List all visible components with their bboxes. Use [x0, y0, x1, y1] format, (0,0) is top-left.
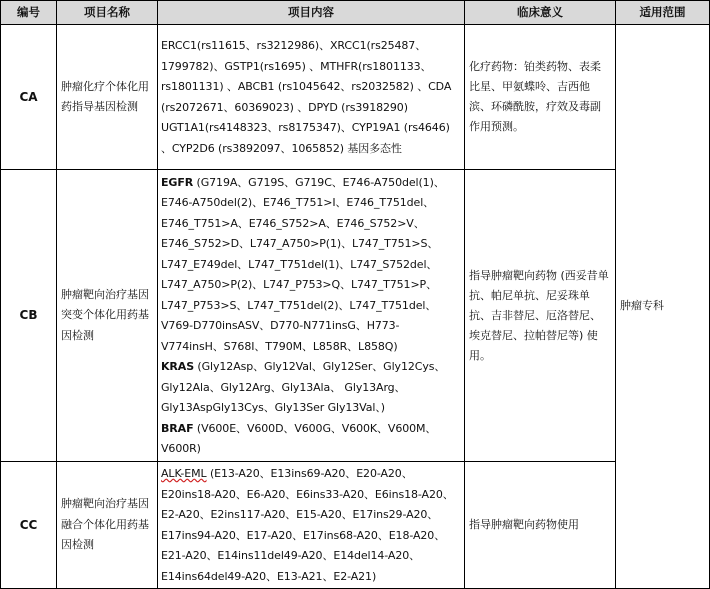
gene-braf-variants: (V600E、V600D、V600G、V600K、V600M、V600R): [161, 421, 437, 455]
row-content: [158, 170, 465, 462]
header-code: 编号: [1, 1, 57, 25]
row-name: 肿瘤靶向治疗基因融合个体化用药基因检测: [57, 462, 158, 589]
row-content: ERCC1(rs11615、rs3212986)、XRCC1(rs25487、1799782)、GSTP1(rs1695) 、MTHFR(rs1801133、rs1801131) 、ABCB1 (rs1045642、rs2032582) 、CDA (rs2072671、60369023) 、DPYD (rs3918290) UGT1A1(rs4148323、rs8175347)、CYP19A1 (rs4646) 、CYP2D6 (rs3892097、1065852) 基因多态性: [158, 25, 465, 170]
row-code: CA: [1, 25, 57, 170]
gene-kras-variants: (Gly12Asp、Gly12Val、Gly12Ser、Gly12Cys、Gly12Ala、Gly12Arg、Gly13Ala、 Gly13Arg、Gly13AspGly13Cys、Gly13Ser Gly13Val、): [161, 360, 446, 414]
row-name: 肿瘤化疗个体化用药指导基因检测: [57, 25, 158, 170]
header-scope: 适用范围: [616, 1, 710, 25]
gene-kras-label: KRAS: [161, 360, 195, 373]
row-content: [158, 462, 465, 589]
table-row-ca: [1, 25, 710, 170]
row-significance: 指导肿瘤靶向药物使用: [465, 462, 616, 589]
header-row: [1, 1, 710, 25]
gene-alk-variants: (E13-A20、E13ins69-A20、E20-A20、E20ins18-A20、E6-A20、E6ins33-A20、E6ins18-A20、E2-A20、E2ins117-A20、E15-A20、E17ins29-A20、E17ins94-A20、E17-A20、E17ins68-A20、E18-A20、E21-A20、E14ins11del49-A20、E14del14-A20、E14ins64del49-A20、E13-A21、E2-A21): [161, 467, 454, 583]
row-name: 肿瘤靶向治疗基因突变个体化用药基因检测: [57, 170, 158, 462]
row-significance: 化疗药物：铂类药物、表柔比星、甲氨蝶呤、吉西他滨、环磷酰胺，疗效及毒副作用预测。: [465, 25, 616, 170]
table-row-cb: [1, 170, 710, 462]
header-significance: 临床意义: [465, 1, 616, 25]
scope-cell: 肿瘤专科: [616, 25, 710, 589]
header-name: 项目名称: [57, 1, 158, 25]
gene-egfr-label: EGFR: [161, 175, 194, 189]
gene-egfr-variants: (G719A、G719S、G719C、E746-A750del(1)、E746-A750del(2)、E746_T751>I、E746_T751del、E746_T751>A、E746_S752>A、E746_S752>V、E746_S752>D、L747_A750>P(1)、L747_T751>S、L747_E749del、L747_T751del(1)、L747_S752del、L747_A750>P(2)、L747_P753>Q、L747_T751>P、L747_P753>S、L747_T751del(2)、L747_T751del、V769-D770insASV、D770-N771insG、H773-V774insH、S768I、T790M、L858R、L858Q): [161, 175, 445, 353]
table-row-cc: [1, 462, 710, 589]
gene-braf-label: BRAF: [161, 421, 194, 435]
header-content: 项目内容: [158, 1, 465, 25]
row-significance: 指导肿瘤靶向药物 (西妥昔单抗、帕尼单抗、尼妥珠单抗、吉非替尼、厄洛替尼、埃克替尼、拉帕替尼等) 使用。: [465, 170, 616, 462]
row-code: CC: [1, 462, 57, 589]
row-code: CB: [1, 170, 57, 462]
gene-alk-label: ALK-EML: [161, 467, 207, 480]
